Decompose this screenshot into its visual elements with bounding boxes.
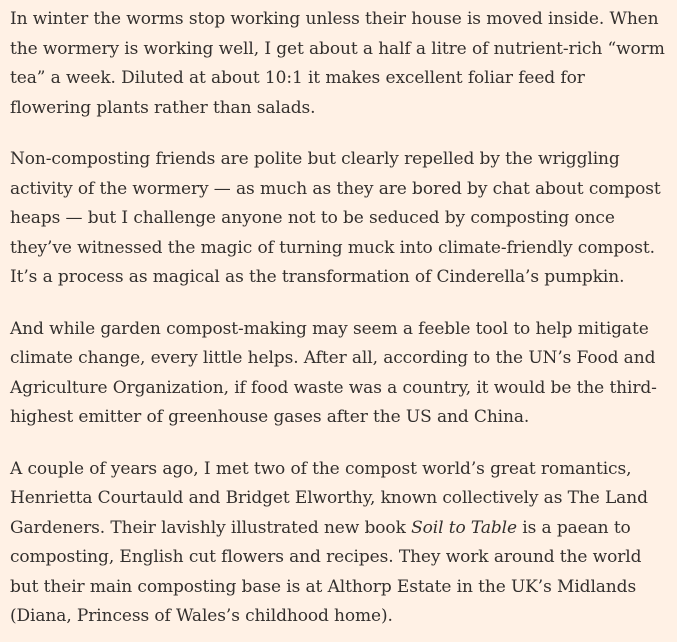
paragraph-land-gardeners xyxy=(10,455,671,632)
paragraph-composting-friends: Non-composting friends are polite but clearly repelled by the wriggling activity of the wormery — as much as they are bored by chat about compost heaps — but I challenge anyone not to be seduced by composting once they’ve witnessed the magic of turning muck into climate-friendly compost. It’s a process as magical as the transformation of Cinderella’s pumpkin. xyxy=(10,149,661,287)
paragraph-wormery-winter: In winter the worms stop working unless their house is moved inside. When the wormery is working well, I get about a half a litre of nutrient-rich “worm tea” a week. Diluted at about 10:1 it makes excellent foliar feed for flowering plants rather than salads. xyxy=(10,9,665,118)
paragraph-climate-change: And while garden compost-making may seem a feeble tool to help mitigate climate change, every little helps. After all, according to the UN’s Food and Agriculture Organization, if food waste was a country, it would be the third-highest emitter of greenhouse gases after the US and China. xyxy=(10,318,657,427)
paragraph-text-before-title: A couple of years ago, I met two of the compost world’s great romantics, Henrietta Courtauld and Bridget Elworthy, known collectively as The Land Gardeners. Their lavishly illustrated new book xyxy=(10,458,648,538)
book-title: Soil to Table xyxy=(411,517,517,538)
paragraph-text-after-title: is a paean to composting, English cut flowers and recipes. They work around the world but their main composting base is at Althorp Estate in the UK’s Midlands (Diana, Princess of Wales’s childhood home). xyxy=(10,517,642,626)
